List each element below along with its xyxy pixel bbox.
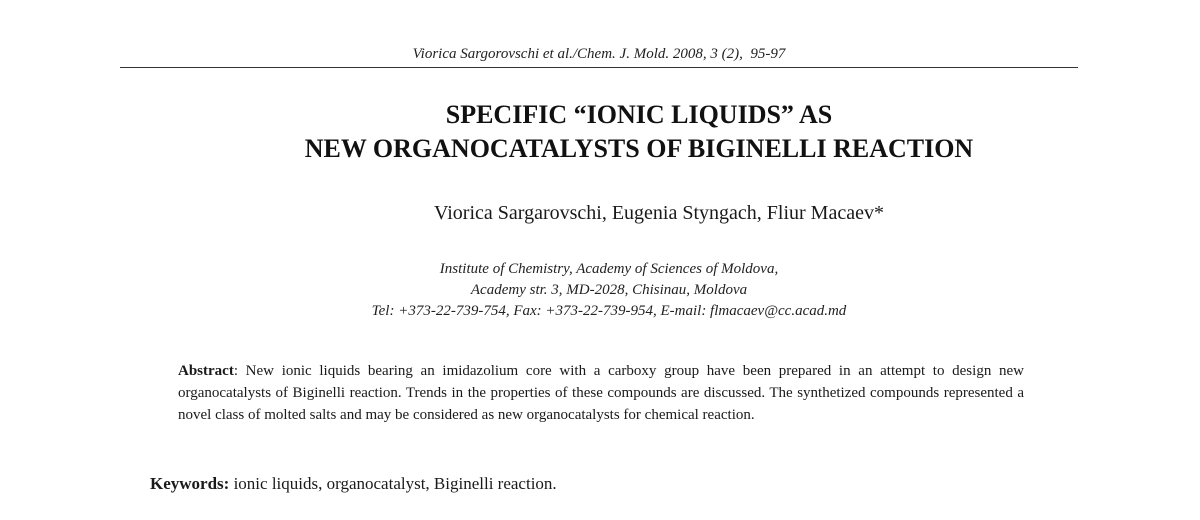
affiliation-contact: Tel: +373-22-739-754, Fax: +373-22-739-954, E-mail: flmacaev@cc.acad.md	[371, 303, 847, 319]
keywords-line	[150, 474, 557, 494]
abstract-paragraph	[178, 360, 1024, 426]
paper-title	[120, 98, 1158, 166]
affiliation-block	[120, 259, 1098, 322]
keywords-label: Keywords:	[150, 474, 230, 493]
paper-title-line-1: SPECIFIC “IONIC LIQUIDS” AS	[445, 100, 833, 129]
running-header-citation: Viorica Sargorovschi et al./Chem. J. Mold. 2008, 3 (2), 95-97	[412, 46, 786, 62]
paper-title-line-2: NEW ORGANOCATALYSTS OF BIGINELLI REACTION	[304, 134, 974, 163]
abstract-text: : New ionic liquids bearing an imidazolium core with a carboxy group have been prepared in an attempt to design new organocatalysts of Biginelli reaction. Trends in the properties of these compounds are discussed. The synthetized compounds represented a novel class of molted salts and may be considered as new organocatalysts for chemical reaction.	[178, 363, 1024, 423]
affiliation-institute: Institute of Chemistry, Academy of Sciences of Moldova,	[439, 261, 779, 277]
header-rule	[120, 67, 1078, 68]
keywords-text: ionic liquids, organocatalyst, Biginelli reaction.	[229, 474, 557, 493]
abstract-label: Abstract	[178, 363, 234, 379]
author-list: Viorica Sargarovschi, Eugenia Styngach, Fliur Macaev*	[434, 202, 884, 224]
affiliation-address: Academy str. 3, MD-2028, Chisinau, Moldova	[470, 282, 748, 298]
